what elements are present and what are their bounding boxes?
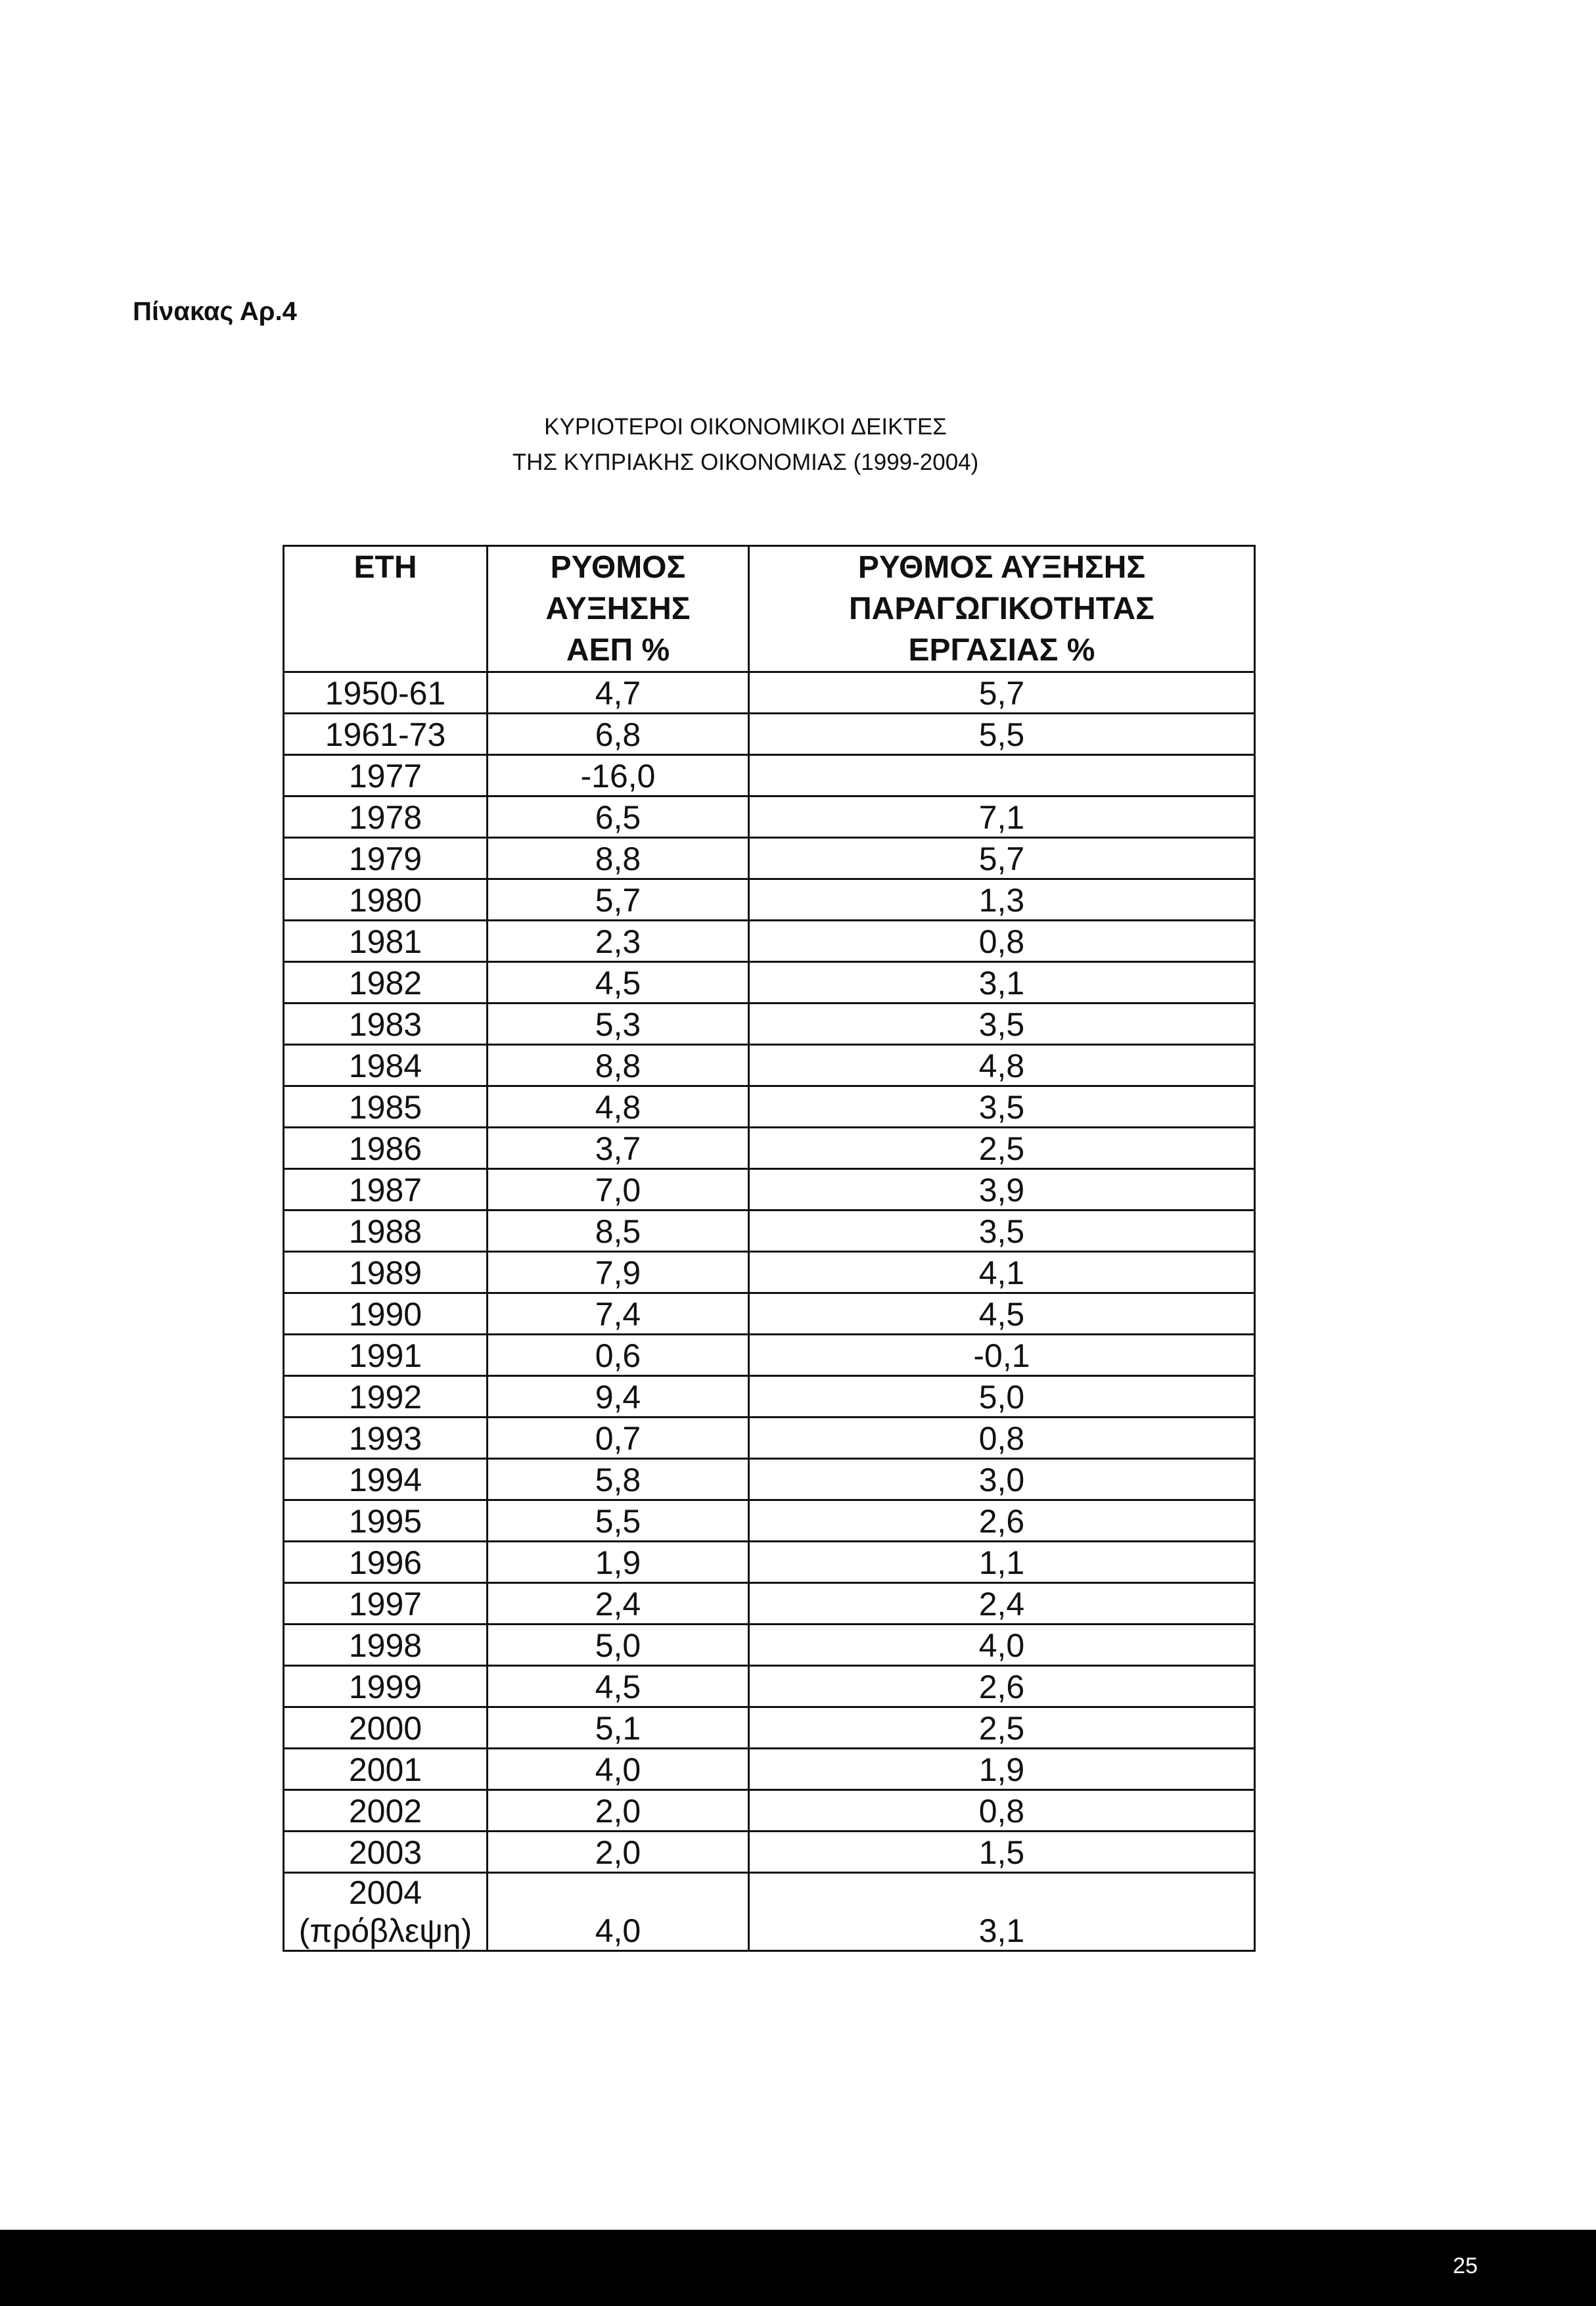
cell-productivity-growth: 5,5 — [749, 714, 1255, 755]
cell-year: 1996 — [284, 1542, 488, 1583]
cell-productivity-growth: 5,0 — [749, 1376, 1255, 1418]
cell-year: 1989 — [284, 1252, 488, 1293]
table-row — [284, 1459, 1255, 1500]
cell-productivity-growth: 4,8 — [749, 1045, 1255, 1086]
page-number: 25 — [1453, 2253, 1478, 2278]
cell-gdp-growth: 2,4 — [488, 1583, 749, 1625]
cell-productivity-growth: 0,8 — [749, 1418, 1255, 1459]
cell-productivity-growth: 5,7 — [749, 672, 1255, 714]
cell-year-forecast-note: (πρόβλεψη) — [298, 1912, 472, 1949]
table-row — [284, 714, 1255, 755]
table-row — [284, 1045, 1255, 1086]
cell-productivity-growth: -0,1 — [749, 1335, 1255, 1376]
cell-year — [284, 1873, 488, 1951]
table-row — [284, 1376, 1255, 1418]
cell-year: 1977 — [284, 755, 488, 796]
table-row — [284, 1128, 1255, 1169]
cell-gdp-growth: 9,4 — [488, 1376, 749, 1418]
cell-productivity-growth: 7,1 — [749, 796, 1255, 838]
cell-gdp-growth: 7,9 — [488, 1252, 749, 1293]
table-row — [284, 1211, 1255, 1252]
table-row-forecast — [284, 1873, 1255, 1951]
cell-gdp-growth: 8,8 — [488, 1045, 749, 1086]
cell-year: 1995 — [284, 1500, 488, 1542]
cell-year: 1992 — [284, 1376, 488, 1418]
table-row — [284, 1666, 1255, 1707]
column-header-productivity-line2: ΠΑΡΑΓΩΓΙΚΟΤΗΤΑΣ — [849, 591, 1154, 626]
cell-productivity-growth: 3,5 — [749, 1211, 1255, 1252]
cell-gdp-growth: 4,5 — [488, 962, 749, 1003]
cell-year: 1981 — [284, 921, 488, 962]
cell-productivity-growth: 1,9 — [749, 1749, 1255, 1790]
cell-gdp-growth: 7,4 — [488, 1293, 749, 1335]
table-row — [284, 1418, 1255, 1459]
cell-productivity-growth: 0,8 — [749, 1790, 1255, 1832]
column-header-gdp-growth — [488, 546, 749, 672]
cell-gdp-growth: 4,5 — [488, 1666, 749, 1707]
table-row — [284, 672, 1255, 714]
cell-year: 1999 — [284, 1666, 488, 1707]
cell-year: 1980 — [284, 879, 488, 921]
cell-productivity-growth: 3,1 — [749, 1873, 1255, 1951]
cell-productivity-growth: 3,1 — [749, 962, 1255, 1003]
table-row — [284, 1625, 1255, 1666]
column-header-productivity-line1: ΡΥΘΜΟΣ ΑΥΞΗΣΗΣ — [857, 550, 1146, 585]
cell-year: 1950-61 — [284, 672, 488, 714]
cell-productivity-growth: 1,1 — [749, 1542, 1255, 1583]
table-row — [284, 796, 1255, 838]
cell-gdp-growth: 1,9 — [488, 1542, 749, 1583]
cell-year: 1987 — [284, 1169, 488, 1211]
table-row — [284, 1293, 1255, 1335]
cell-year: 1988 — [284, 1211, 488, 1252]
cell-gdp-growth: -16,0 — [488, 755, 749, 796]
cell-productivity-growth: 2,6 — [749, 1666, 1255, 1707]
table-row — [284, 1003, 1255, 1045]
cell-year: 2002 — [284, 1790, 488, 1832]
cell-year: 1983 — [284, 1003, 488, 1045]
cell-gdp-growth: 2,0 — [488, 1790, 749, 1832]
table-row — [284, 1335, 1255, 1376]
table-row — [284, 962, 1255, 1003]
cell-gdp-growth: 5,3 — [488, 1003, 749, 1045]
cell-gdp-growth: 6,8 — [488, 714, 749, 755]
cell-gdp-growth: 2,3 — [488, 921, 749, 962]
cell-gdp-growth: 8,5 — [488, 1211, 749, 1252]
table-row — [284, 755, 1255, 796]
table-row — [284, 1749, 1255, 1790]
cell-productivity-growth — [749, 755, 1255, 796]
table-row — [284, 1790, 1255, 1832]
cell-year: 1991 — [284, 1335, 488, 1376]
cell-year: 2000 — [284, 1707, 488, 1749]
table-row — [284, 838, 1255, 879]
cell-gdp-growth: 4,0 — [488, 1749, 749, 1790]
cell-year: 1994 — [284, 1459, 488, 1500]
cell-year: 2003 — [284, 1832, 488, 1873]
table-row — [284, 1086, 1255, 1128]
table-row — [284, 1252, 1255, 1293]
document-heading-line2: ΤΗΣ ΚΥΠΡΙΑΚΗΣ ΟΙΚΟΝΟΜΙΑΣ (1999-2004) — [512, 450, 979, 475]
cell-gdp-growth: 5,5 — [488, 1500, 749, 1542]
cell-year: 1982 — [284, 962, 488, 1003]
cell-productivity-growth: 3,5 — [749, 1086, 1255, 1128]
cell-year: 1986 — [284, 1128, 488, 1169]
cell-gdp-growth: 6,5 — [488, 796, 749, 838]
economic-indicators-table — [283, 545, 1256, 1952]
table-row — [284, 1707, 1255, 1749]
cell-productivity-growth: 4,1 — [749, 1252, 1255, 1293]
cell-year: 1961-73 — [284, 714, 488, 755]
cell-gdp-growth: 4,8 — [488, 1086, 749, 1128]
cell-year: 1979 — [284, 838, 488, 879]
cell-gdp-growth: 8,8 — [488, 838, 749, 879]
table-row — [284, 1169, 1255, 1211]
cell-productivity-growth: 4,0 — [749, 1625, 1255, 1666]
table-row — [284, 1542, 1255, 1583]
cell-year: 1993 — [284, 1418, 488, 1459]
cell-productivity-growth: 2,5 — [749, 1707, 1255, 1749]
table-header-row — [284, 546, 1255, 672]
cell-productivity-growth: 1,3 — [749, 879, 1255, 921]
cell-gdp-growth: 0,7 — [488, 1418, 749, 1459]
table-row — [284, 1832, 1255, 1873]
cell-productivity-growth: 2,4 — [749, 1583, 1255, 1625]
column-header-productivity-line3: ΕΡΓΑΣΙΑΣ % — [908, 633, 1095, 668]
column-header-gdp-line3: ΑΕΠ % — [566, 633, 670, 668]
cell-gdp-growth: 4,0 — [488, 1873, 749, 1951]
column-header-years-label: ΕΤΗ — [353, 550, 417, 585]
table-row — [284, 921, 1255, 962]
cell-productivity-growth: 5,7 — [749, 838, 1255, 879]
cell-productivity-growth: 3,5 — [749, 1003, 1255, 1045]
cell-productivity-growth: 3,0 — [749, 1459, 1255, 1500]
cell-gdp-growth: 7,0 — [488, 1169, 749, 1211]
table-row — [284, 879, 1255, 921]
cell-year-value: 2004 — [348, 1874, 422, 1911]
table-row — [284, 1500, 1255, 1542]
cell-year: 1998 — [284, 1625, 488, 1666]
cell-year: 1978 — [284, 796, 488, 838]
cell-year: 1997 — [284, 1583, 488, 1625]
cell-year: 1984 — [284, 1045, 488, 1086]
cell-year: 1985 — [284, 1086, 488, 1128]
cell-productivity-growth: 2,6 — [749, 1500, 1255, 1542]
cell-year: 1990 — [284, 1293, 488, 1335]
column-header-years — [284, 546, 488, 672]
cell-gdp-growth: 5,1 — [488, 1707, 749, 1749]
cell-productivity-growth: 4,5 — [749, 1293, 1255, 1335]
column-header-gdp-line2: ΑΥΞΗΣΗΣ — [545, 591, 691, 626]
column-header-productivity-growth — [749, 546, 1255, 672]
cell-year: 2001 — [284, 1749, 488, 1790]
cell-gdp-growth: 4,7 — [488, 672, 749, 714]
cell-productivity-growth: 1,5 — [749, 1832, 1255, 1873]
table-row — [284, 1583, 1255, 1625]
cell-gdp-growth: 3,7 — [488, 1128, 749, 1169]
page-footer-bar — [0, 2230, 1596, 2306]
cell-productivity-growth: 0,8 — [749, 921, 1255, 962]
document-heading-line1: ΚΥΡΙΟΤΕΡΟΙ ΟΙΚΟΝΟΜΙΚΟΙ ΔΕΙΚΤΕΣ — [544, 414, 947, 440]
cell-gdp-growth: 5,7 — [488, 879, 749, 921]
cell-gdp-growth: 0,6 — [488, 1335, 749, 1376]
cell-productivity-growth: 3,9 — [749, 1169, 1255, 1211]
cell-gdp-growth: 2,0 — [488, 1832, 749, 1873]
cell-gdp-growth: 5,0 — [488, 1625, 749, 1666]
cell-gdp-growth: 5,8 — [488, 1459, 749, 1500]
table-label: Πίνακας Αρ.4 — [133, 297, 297, 326]
column-header-gdp-line1: ΡΥΘΜΟΣ — [550, 550, 686, 585]
cell-productivity-growth: 2,5 — [749, 1128, 1255, 1169]
